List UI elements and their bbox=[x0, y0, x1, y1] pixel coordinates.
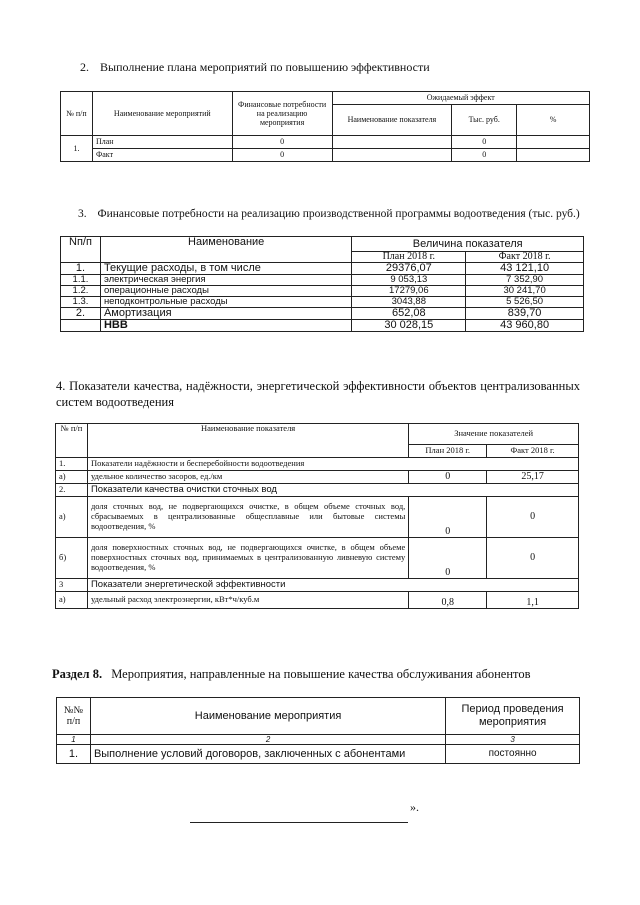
t2-row-name: неподконтрольные расходы bbox=[100, 297, 351, 308]
t3-row-plan: 0,8 bbox=[409, 592, 487, 609]
t4-index-3: 3 bbox=[446, 735, 580, 745]
t3-row-num: 1. bbox=[56, 458, 88, 471]
t2-row-num bbox=[61, 320, 101, 332]
t2-row-name: Амортизация bbox=[100, 308, 351, 320]
t2-row-num: 1.2. bbox=[61, 286, 101, 297]
t2-row-name: НВВ bbox=[100, 320, 351, 332]
table-row bbox=[61, 286, 584, 297]
t1-header-num: № п/п bbox=[61, 92, 93, 136]
t1-row-label: План bbox=[92, 136, 232, 149]
t1-row-percent bbox=[517, 149, 590, 162]
t1-row-thousand: 0 bbox=[452, 149, 517, 162]
t3-row-name: Показатели энергетической эффективности bbox=[87, 579, 578, 592]
t3-row-name: Показатели качества очистки сточных вод bbox=[87, 484, 578, 497]
section3-number: 3. bbox=[78, 208, 87, 220]
closing-quote: ». bbox=[410, 800, 419, 814]
t3-header-fact: Факт 2018 г. bbox=[487, 445, 579, 458]
signature-line bbox=[190, 812, 408, 823]
t2-header-num: Nп/п bbox=[61, 237, 101, 263]
t2-row-fact: 43 960,80 bbox=[466, 320, 584, 332]
t2-row-fact: 7 352,90 bbox=[466, 275, 584, 286]
t1-row-finance: 0 bbox=[232, 149, 332, 162]
t1-row-num: 1. bbox=[61, 136, 93, 162]
t3-row-num: б) bbox=[56, 538, 88, 579]
t3-row-fact: 25,17 bbox=[487, 471, 579, 484]
section2-heading bbox=[80, 60, 430, 75]
t1-header-name: Наименование мероприятий bbox=[92, 92, 232, 136]
t2-row-fact: 5 526,50 bbox=[466, 297, 584, 308]
t2-row-plan: 3043,88 bbox=[352, 297, 466, 308]
t3-row-plan: 0 bbox=[409, 471, 487, 484]
t3-header-value: Значение показателей bbox=[409, 424, 579, 445]
t4-header-period: Период проведения мероприятия bbox=[446, 698, 580, 735]
t1-row-indicator bbox=[332, 136, 452, 149]
t3-row-plan: 0 bbox=[409, 538, 487, 579]
t1-row-indicator bbox=[332, 149, 452, 162]
section3-heading bbox=[78, 208, 580, 220]
t3-row-num: а) bbox=[56, 592, 88, 609]
t1-header-finance: Финансовые потребности на реализацию мероприятия bbox=[232, 92, 332, 136]
table-row bbox=[61, 308, 584, 320]
t4-header-name: Наименование мероприятия bbox=[90, 698, 445, 735]
t2-row-num: 2. bbox=[61, 308, 101, 320]
t3-row-name: удельное количество засоров, ед./км bbox=[87, 471, 408, 484]
table-row bbox=[61, 136, 590, 149]
t3-row-plan: 0 bbox=[409, 497, 487, 538]
t1-row-label: Факт bbox=[92, 149, 232, 162]
t2-row-num: 1.1. bbox=[61, 275, 101, 286]
t2-header-fact: Факт 2018 г. bbox=[466, 252, 584, 263]
t4-index-2: 2 bbox=[90, 735, 445, 745]
section8-heading bbox=[52, 667, 530, 682]
t1-row-thousand: 0 bbox=[452, 136, 517, 149]
t2-row-plan: 17279,06 bbox=[352, 286, 466, 297]
t4-row-num: 1. bbox=[57, 745, 91, 764]
t4-row-period: постоянно bbox=[446, 745, 580, 764]
table-row bbox=[61, 263, 584, 275]
table-row bbox=[61, 149, 590, 162]
t3-row-fact: 0 bbox=[487, 497, 579, 538]
t3-row-name: доля поверхностных сточных вод, не подвергающихся очистке, в общем объеме поверхностных сточных вод, принимаемых в централизованную ливневую систему водоотведения, % bbox=[87, 538, 408, 579]
t2-row-plan: 652,08 bbox=[352, 308, 466, 320]
t2-row-fact: 43 121,10 bbox=[466, 263, 584, 275]
section2-title: Выполнение плана мероприятий по повышению эффективности bbox=[100, 60, 430, 74]
t3-row-name: Показатели надёжности и бесперебойности водоотведения bbox=[87, 458, 578, 471]
t3-row-name: доля сточных вод, не подвергающихся очистке, в общем объеме сточных вод, сбрасываемых в централизованные общесплавные или бытовые системы водоотведения, % bbox=[87, 497, 408, 538]
t2-row-plan: 9 053,13 bbox=[352, 275, 466, 286]
table-row bbox=[57, 745, 580, 764]
t2-header-value: Величина показателя bbox=[352, 237, 584, 252]
t2-row-fact: 30 241,70 bbox=[466, 286, 584, 297]
t2-header-plan: План 2018 г. bbox=[352, 252, 466, 263]
t3-row-num: а) bbox=[56, 497, 88, 538]
table-row bbox=[61, 297, 584, 308]
table-row bbox=[61, 275, 584, 286]
section8-label: Раздел 8. bbox=[52, 667, 103, 681]
t4-row-name: Выполнение условий договоров, заключенных с абонентами bbox=[90, 745, 445, 764]
quality-indicators-table bbox=[55, 423, 579, 609]
table-row bbox=[61, 320, 584, 332]
t2-header-name: Наименование bbox=[100, 237, 351, 263]
t1-header-indicator: Наименование показателя bbox=[332, 105, 452, 136]
customer-service-table bbox=[56, 697, 580, 764]
t2-row-fact: 839,70 bbox=[466, 308, 584, 320]
t2-row-num: 1.3. bbox=[61, 297, 101, 308]
t1-row-percent bbox=[517, 136, 590, 149]
table-row bbox=[56, 579, 579, 592]
table-row bbox=[56, 471, 579, 484]
table-row bbox=[56, 497, 579, 538]
table-row bbox=[56, 484, 579, 497]
t3-row-num: 3 bbox=[56, 579, 88, 592]
t1-header-effect: Ожидаемый эффект bbox=[332, 92, 589, 105]
table-row bbox=[56, 538, 579, 579]
section8-title: Мероприятия, направленные на повышение качества обслуживания абонентов bbox=[111, 667, 531, 681]
t3-row-fact: 1,1 bbox=[487, 592, 579, 609]
t3-row-num: а) bbox=[56, 471, 88, 484]
t2-row-plan: 30 028,15 bbox=[352, 320, 466, 332]
table-row bbox=[56, 458, 579, 471]
t4-index-1: 1 bbox=[57, 735, 91, 745]
t2-row-name: Текущие расходы, в том числе bbox=[100, 263, 351, 275]
t2-row-num: 1. bbox=[61, 263, 101, 275]
t3-header-plan: План 2018 г. bbox=[409, 445, 487, 458]
t2-row-name: электрическая энергия bbox=[100, 275, 351, 286]
t2-row-plan: 29376,07 bbox=[352, 263, 466, 275]
section3-title: Финансовые потребности на реализацию производственной программы водоотведения (тыс. руб.) bbox=[97, 208, 580, 220]
t3-row-name: удельный расход электроэнергии, кВт*ч/куб.м bbox=[87, 592, 408, 609]
t1-header-thousand: Тыс. руб. bbox=[452, 105, 517, 136]
t1-row-finance: 0 bbox=[232, 136, 332, 149]
t2-row-name: операционные расходы bbox=[100, 286, 351, 297]
t3-row-fact: 0 bbox=[487, 538, 579, 579]
efficiency-plan-table bbox=[60, 91, 590, 162]
table-row bbox=[56, 592, 579, 609]
financial-needs-table bbox=[60, 236, 584, 332]
t4-header-num: №№ п/п bbox=[57, 698, 91, 735]
t3-header-num: № п/п bbox=[56, 424, 88, 458]
t3-row-num: 2. bbox=[56, 484, 88, 497]
section2-number: 2. bbox=[80, 60, 89, 74]
t1-header-percent: % bbox=[517, 105, 590, 136]
section4-title: 4. Показатели качества, надёжности, энергетической эффективности объектов централизованных систем водоотведения bbox=[56, 379, 580, 410]
t3-header-name: Наименование показателя bbox=[87, 424, 408, 458]
